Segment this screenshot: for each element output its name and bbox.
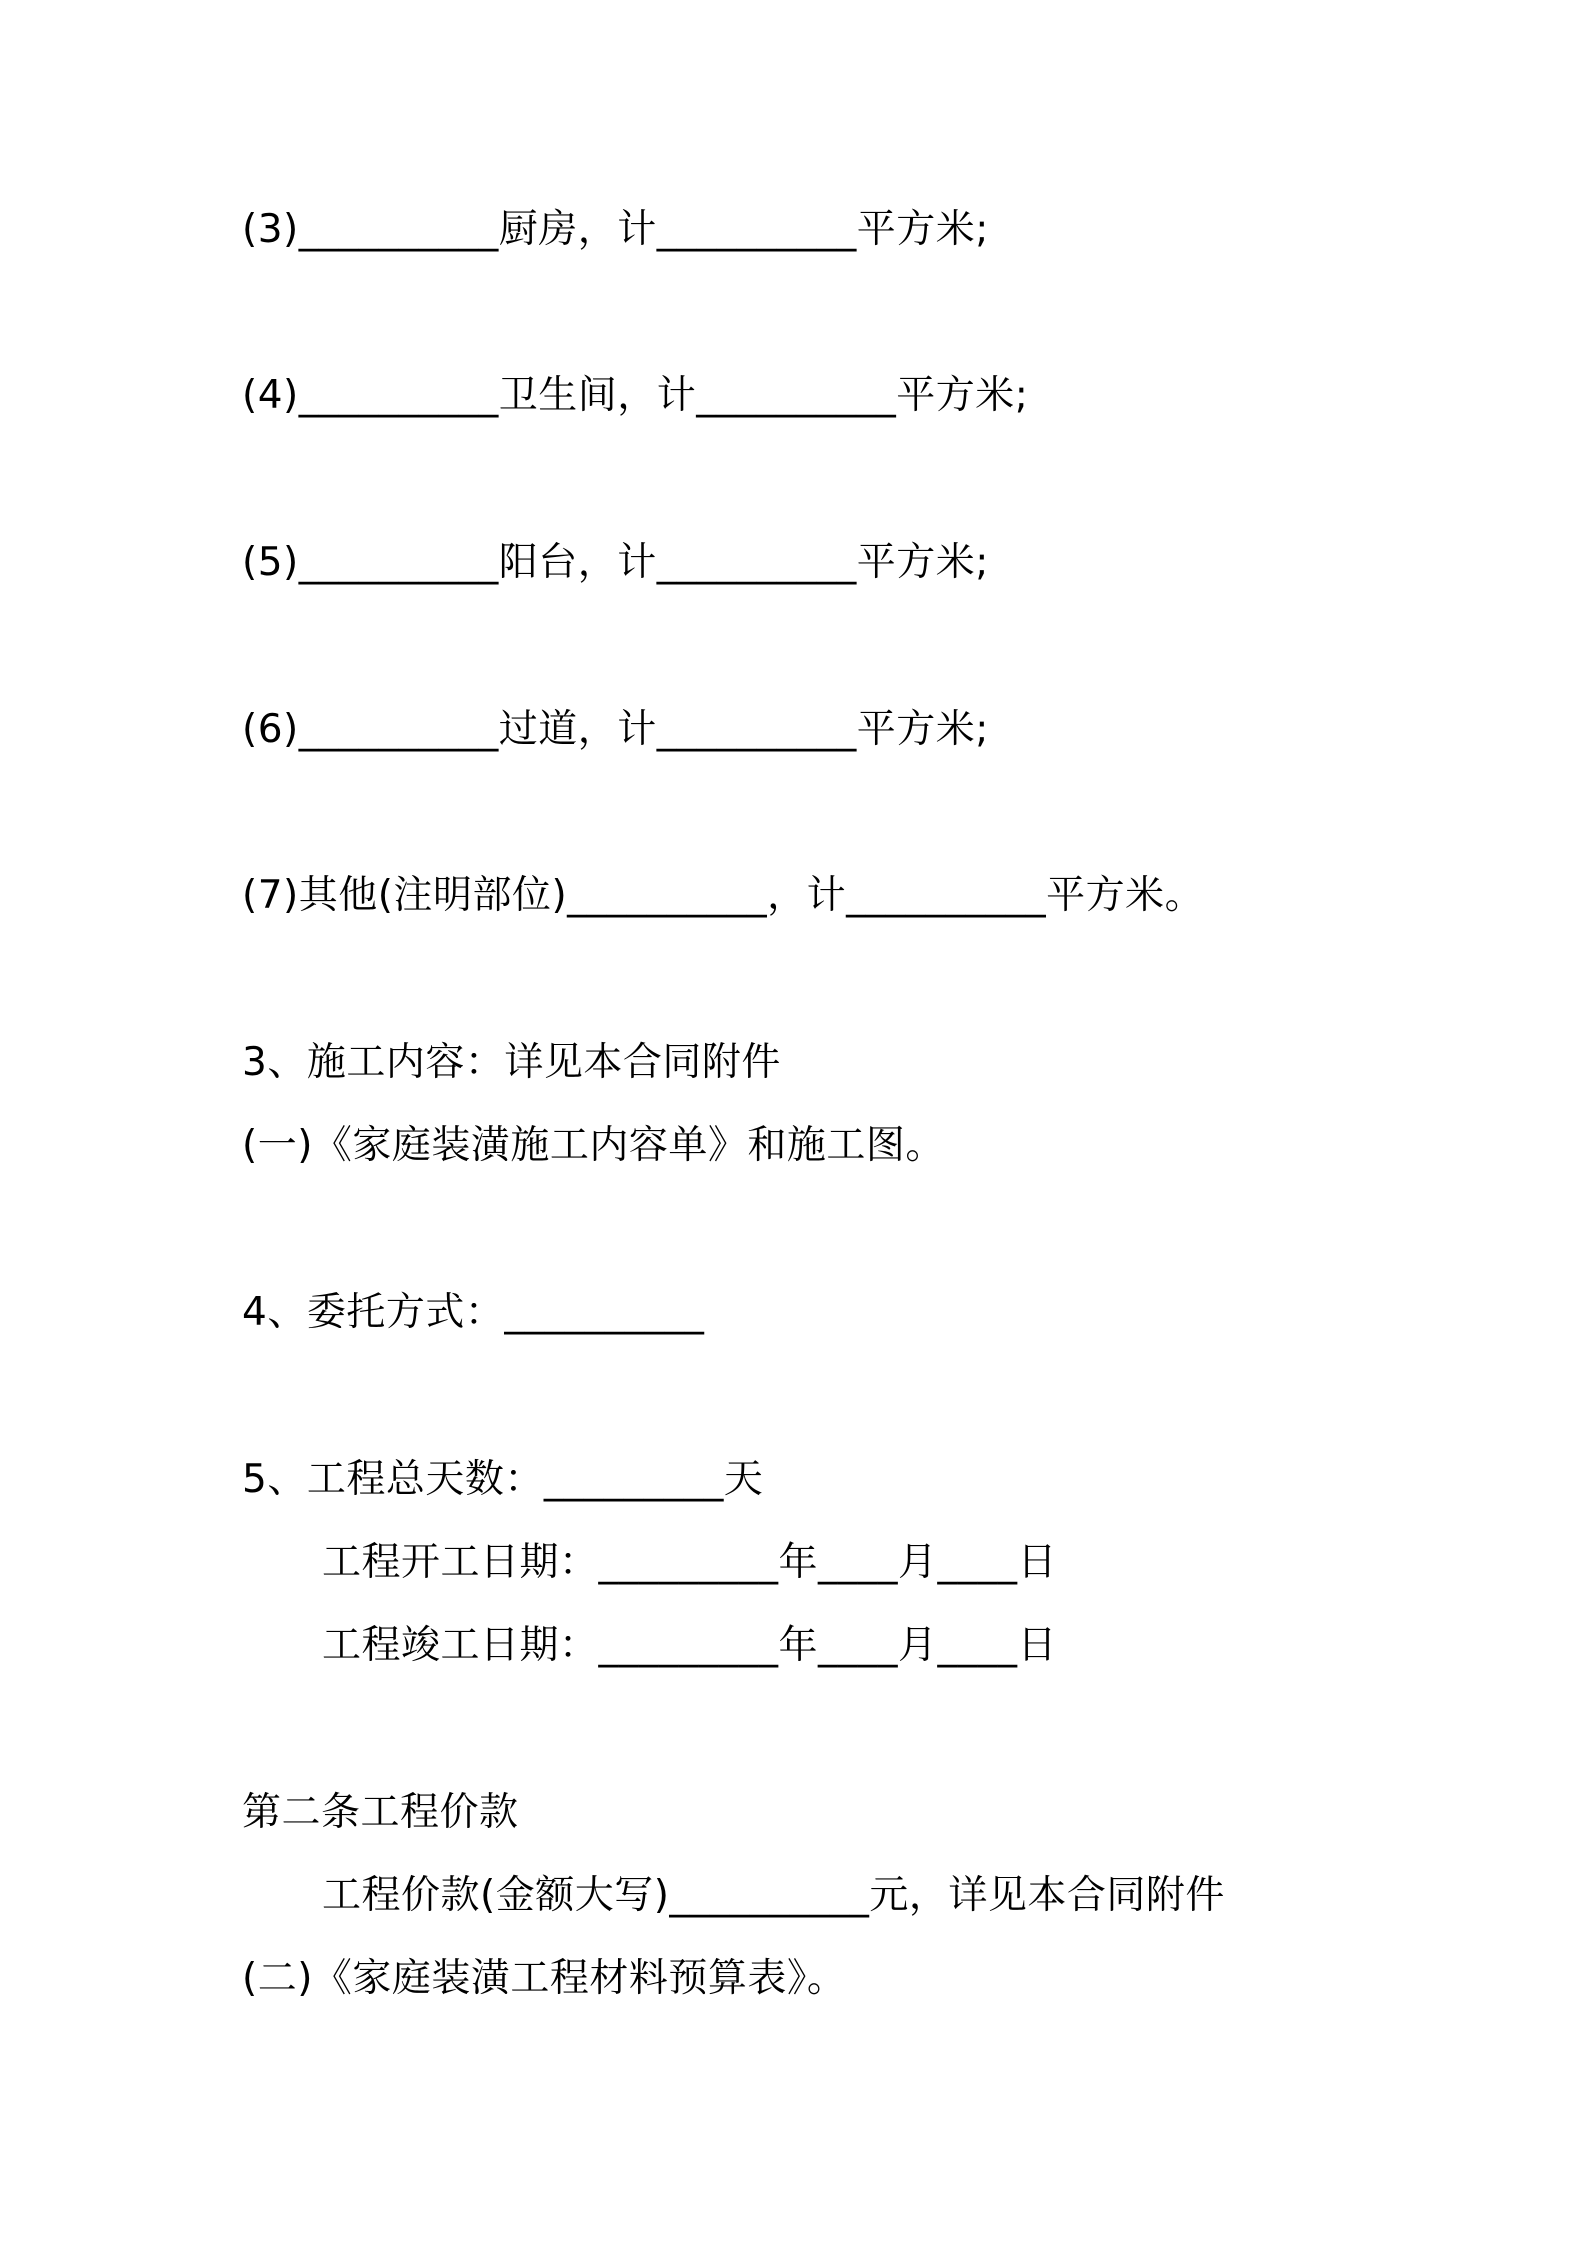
start-date-line: 工程开工日期：_________年____月____日: [322, 1540, 1058, 1585]
attachment-two: (二)《家庭装潢工程材料预算表》。: [242, 1956, 847, 2001]
item-corridor-area: (6)__________过道，计__________平方米;: [242, 707, 989, 752]
completion-date-line: 工程竣工日期：_________年____月____日: [322, 1623, 1058, 1668]
section-commission-method: 4、委托方式：__________: [242, 1290, 705, 1335]
section-total-days: 5、工程总天数：_________天: [242, 1457, 764, 1502]
project-price-line: 工程价款(金额大写)__________元，详见本合同附件: [322, 1873, 1225, 1918]
item-other-area: (7)其他(注明部位)__________，计__________平方米。: [242, 873, 1205, 918]
article-two-heading: 第二条工程价款: [242, 1790, 519, 1835]
item-balcony-area: (5)__________阳台，计__________平方米;: [242, 540, 989, 585]
item-kitchen-area: (3)__________厨房，计__________平方米;: [242, 207, 989, 252]
section-construction-content: 3、施工内容：详见本合同附件: [242, 1040, 781, 1085]
item-bathroom-area: (4)__________卫生间，计__________平方米;: [242, 373, 1029, 418]
attachment-one: (一)《家庭装潢施工内容单》和施工图。: [242, 1123, 945, 1168]
